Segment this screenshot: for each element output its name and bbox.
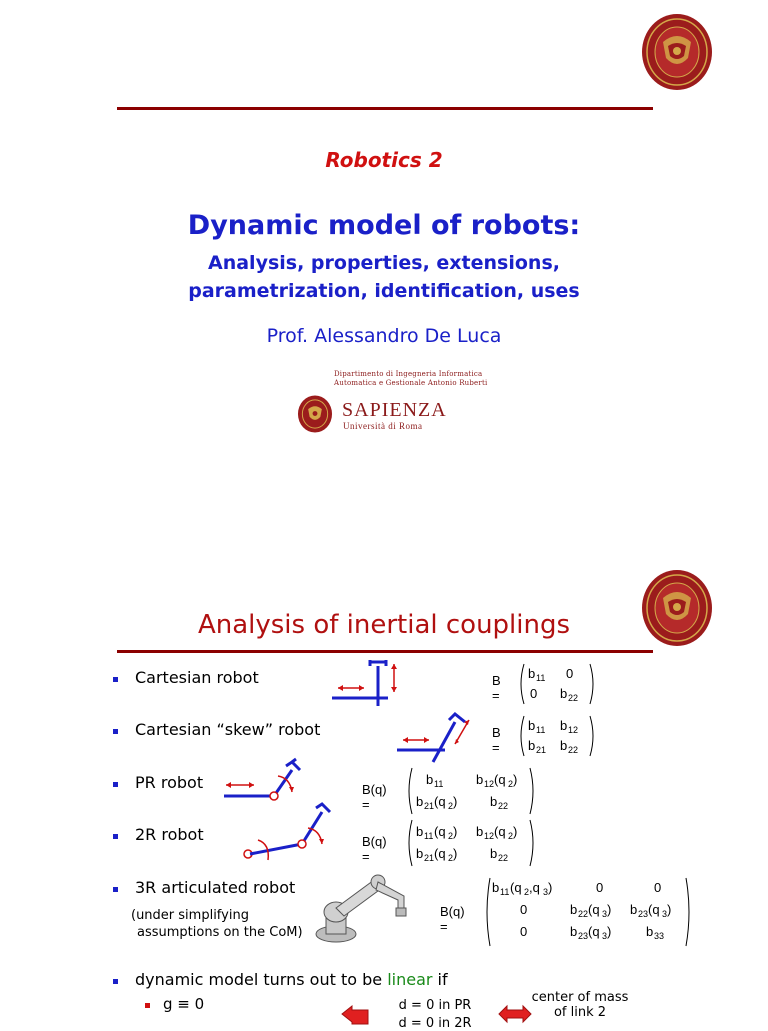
svg-text:12: 12 (568, 725, 579, 735)
header-rule (117, 107, 653, 110)
svg-text:11: 11 (536, 725, 546, 735)
university-subname: Università di Roma (343, 421, 423, 431)
svg-text:2: 2 (524, 887, 530, 897)
svg-text:b: b (476, 772, 484, 787)
simplifying-note (131, 907, 303, 941)
red-double-arrow-icon (497, 1004, 533, 1024)
svg-text:0: 0 (520, 924, 528, 939)
svg-text:21: 21 (424, 801, 435, 811)
svg-text:11: 11 (434, 779, 444, 789)
svg-text:b: b (492, 880, 500, 895)
svg-text:b: b (560, 718, 568, 733)
svg-text:): ) (453, 824, 458, 839)
svg-text:21: 21 (424, 853, 435, 863)
svg-text:0: 0 (596, 880, 604, 895)
svg-text:(q: (q (588, 902, 600, 917)
sapienza-logo-icon (297, 394, 333, 434)
svg-text:11: 11 (424, 831, 434, 841)
matrix-brackets (406, 766, 536, 816)
svg-text:b: b (426, 772, 434, 787)
svg-text:(q: (q (434, 824, 446, 839)
bullet (113, 834, 118, 839)
svg-text:23: 23 (638, 909, 649, 919)
svg-text:b: b (560, 686, 568, 701)
svg-text:3: 3 (602, 909, 608, 919)
svg-text:b: b (630, 902, 638, 917)
matrix-brackets (518, 714, 596, 758)
slide-title: Dynamic model of robots: (187, 210, 581, 241)
author-name: Prof. Alessandro De Luca (266, 325, 502, 347)
matrix-lhs: B(q) = (362, 782, 387, 812)
svg-text:22: 22 (498, 801, 509, 811)
svg-text:11: 11 (536, 673, 546, 683)
svg-text:3: 3 (662, 909, 668, 919)
note-line-2: assumptions on the CoM) (137, 925, 303, 940)
cond-d-2r: d = 0 in 2R (398, 1016, 472, 1031)
svg-text:b: b (490, 794, 498, 809)
matrix-brackets (406, 818, 536, 868)
svg-text:b: b (528, 718, 536, 733)
department-line-1: Dipartimento di Ingegneria Informatica (334, 370, 483, 378)
svg-text:b: b (528, 738, 536, 753)
item-pr-robot: PR robot (135, 773, 204, 792)
svg-text:b: b (416, 794, 424, 809)
svg-text:): ) (607, 902, 612, 917)
skew-robot-figure (395, 710, 475, 766)
course-name: Robotics 2 (325, 148, 443, 172)
department-line-2: Automatica e Gestionale Antonio Ruberti (334, 379, 488, 387)
header-rule (117, 650, 653, 653)
svg-text:(q: (q (494, 824, 506, 839)
svg-text:(q: (q (434, 794, 446, 809)
com-line-1: center of mass (531, 990, 629, 1005)
svg-text:2: 2 (448, 853, 454, 863)
linear-post: if (432, 970, 448, 989)
svg-text:): ) (513, 772, 518, 787)
pr-robot-figure (220, 758, 320, 808)
svg-text:0: 0 (566, 666, 574, 681)
item-cartesian: Cartesian robot (135, 668, 259, 687)
department-label (334, 370, 487, 388)
svg-text:22: 22 (578, 909, 589, 919)
linear-pre: dynamic model turns out to be (135, 970, 388, 989)
subtitle-line-2: parametrization, identification, uses (188, 280, 580, 302)
svg-text:): ) (607, 924, 612, 939)
item-cartesian-skew: Cartesian “skew” robot (135, 720, 321, 739)
articulated-arm-figure (312, 868, 416, 948)
linear-condition (135, 970, 448, 989)
svg-text:,q: ,q (529, 880, 540, 895)
bullet (113, 979, 118, 984)
svg-text:b: b (570, 902, 578, 917)
svg-text:b: b (560, 738, 568, 753)
svg-text:22: 22 (568, 745, 579, 755)
bullet (113, 677, 118, 682)
svg-text:(q: (q (434, 846, 446, 861)
red-left-arrow-icon (340, 1004, 370, 1024)
svg-text:22: 22 (498, 853, 509, 863)
svg-text:b: b (570, 924, 578, 939)
matrix-lhs: B = (492, 673, 501, 703)
svg-text:2: 2 (448, 831, 454, 841)
matrix-brackets (518, 662, 596, 706)
svg-text:3: 3 (602, 931, 608, 941)
svg-text:0: 0 (530, 686, 538, 701)
svg-text:b: b (490, 846, 498, 861)
item-3r-robot: 3R articulated robot (135, 878, 296, 897)
bullet (113, 782, 118, 787)
svg-text:2: 2 (508, 779, 514, 789)
svg-text:(q: (q (510, 880, 522, 895)
slide-title: Analysis of inertial couplings (197, 610, 571, 640)
matrix-lhs: B(q) = (362, 834, 387, 864)
svg-text:2: 2 (448, 801, 454, 811)
svg-text:21: 21 (536, 745, 547, 755)
svg-text:b: b (416, 824, 424, 839)
cond-d-pr: d = 0 in PR (398, 998, 472, 1013)
gravity-condition: g ≡ 0 (163, 995, 205, 1013)
svg-text:11: 11 (500, 887, 510, 897)
svg-text:0: 0 (654, 880, 662, 895)
svg-text:3: 3 (543, 887, 549, 897)
svg-text:0: 0 (520, 902, 528, 917)
com-line-2: of link 2 (553, 1005, 607, 1020)
bullet (113, 887, 118, 892)
svg-text:33: 33 (654, 931, 665, 941)
svg-text:12: 12 (484, 831, 495, 841)
sapienza-seal-icon (640, 12, 714, 92)
linear-word: linear (387, 970, 433, 989)
matrix-brackets (484, 876, 692, 948)
note-line-1: (under simplifying (131, 908, 249, 923)
svg-text:(q: (q (494, 772, 506, 787)
svg-text:b: b (476, 824, 484, 839)
inertial-couplings-slide (0, 540, 768, 1031)
svg-text:b: b (646, 924, 654, 939)
svg-text:): ) (548, 880, 553, 895)
2r-robot-figure (238, 802, 348, 866)
svg-text:b: b (528, 666, 536, 681)
bullet (113, 729, 118, 734)
svg-text:12: 12 (484, 779, 495, 789)
subtitle-line-1: Analysis, properties, extensions, (208, 252, 560, 274)
svg-text:22: 22 (568, 693, 579, 703)
svg-text:(q: (q (588, 924, 600, 939)
matrix-lhs: B = (492, 725, 501, 755)
svg-text:b: b (416, 846, 424, 861)
sub-bullet (145, 1003, 150, 1008)
university-name: SAPIENZA (342, 399, 447, 421)
matrix-lhs: B(q) = (440, 904, 465, 934)
svg-text:(q: (q (648, 902, 660, 917)
svg-text:): ) (513, 824, 518, 839)
svg-text:): ) (667, 902, 672, 917)
svg-text:): ) (453, 794, 458, 809)
cartesian-robot-figure (330, 658, 410, 714)
svg-text:): ) (453, 846, 458, 861)
item-2r-robot: 2R robot (135, 825, 204, 844)
com-label (530, 990, 630, 1020)
svg-text:23: 23 (578, 931, 589, 941)
svg-text:2: 2 (508, 831, 514, 841)
